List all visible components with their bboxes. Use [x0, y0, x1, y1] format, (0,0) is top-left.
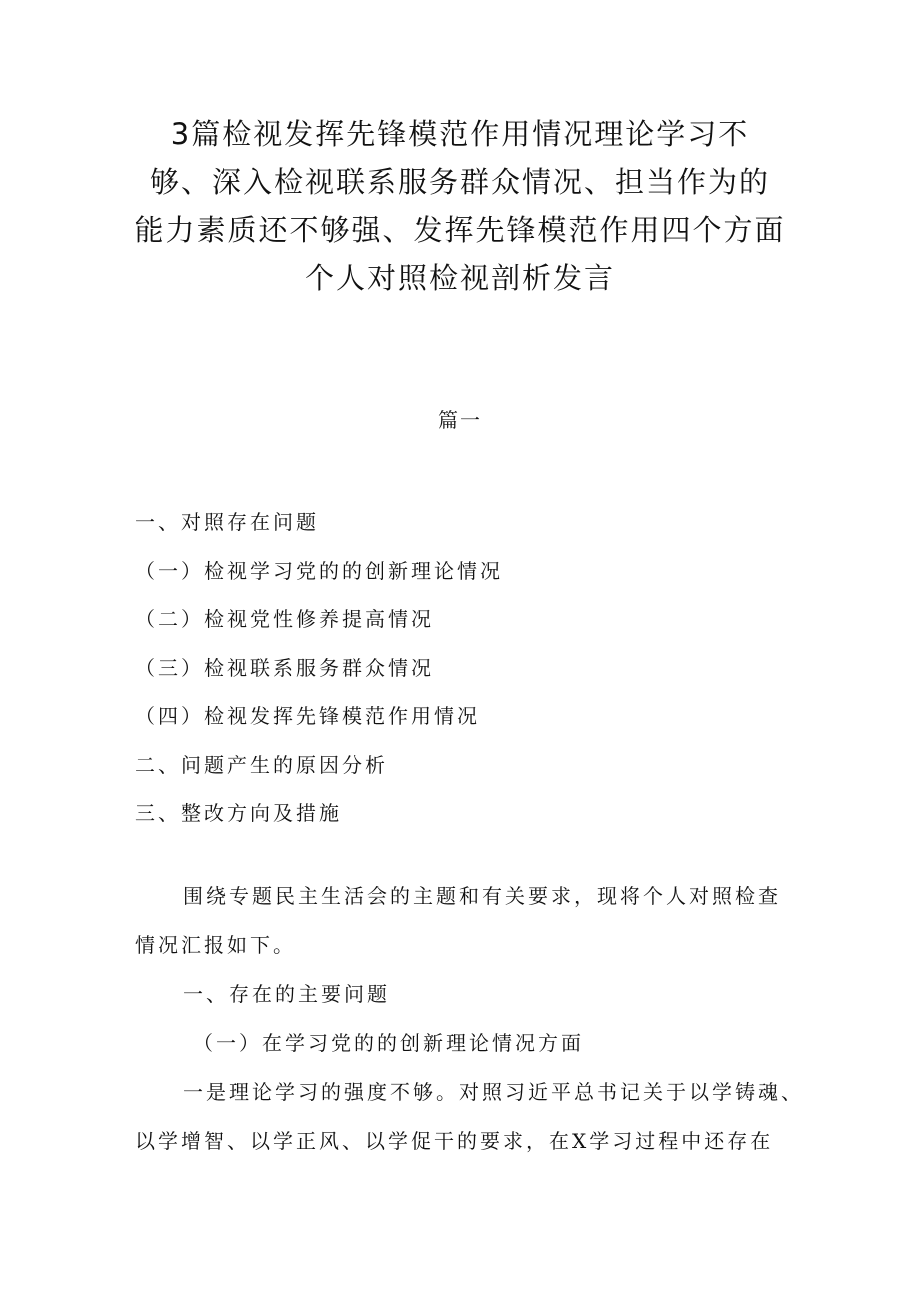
intro-paragraph-line-1: 围绕专题民主生活会的主题和有关要求，现将个人对照检查	[183, 884, 781, 908]
title-line-3: 能力素质还不够强、发挥先锋模范作用四个方面	[134, 213, 786, 247]
toc-item: 二、问题产生的原因分析	[135, 752, 388, 777]
toc-item: （一）检视学习党的的创新理论情况	[135, 558, 503, 583]
paragraph-1-line-1: 一是理论学习的强度不够。对照习近平总书记关于以学铸魂、	[183, 1080, 804, 1104]
title-line-2: 够、深入检视联系服务群众情况、担当作为的	[149, 165, 770, 199]
title-line-1: 3篇检视发挥先锋模范作用情况理论学习不	[170, 117, 750, 151]
toc-item: （三）检视联系服务群众情况	[135, 655, 434, 680]
intro-paragraph-line-2: 情况汇报如下。	[135, 933, 296, 957]
toc-item: 一、对照存在问题	[135, 510, 319, 534]
section-heading: 篇一	[438, 408, 482, 432]
toc-item: （二）检视党性修养提高情况	[135, 607, 434, 631]
table-of-contents	[135, 498, 835, 838]
body-text	[135, 872, 804, 1166]
document-title	[100, 110, 820, 302]
body-heading-1: 一、存在的主要问题	[183, 982, 390, 1006]
toc-item: 三、整改方向及措施	[135, 801, 342, 825]
toc-item: （四）检视发挥先锋模范作用情况	[135, 704, 480, 728]
paragraph-1-line-2: 以学增智、以学正风、以学促干的要求，在X学习过程中还存在	[135, 1129, 774, 1153]
body-subheading-1: （一）在学习党的的创新理论情况方面	[193, 1031, 584, 1055]
title-line-4: 个人对照检视剖析发言	[304, 261, 615, 295]
